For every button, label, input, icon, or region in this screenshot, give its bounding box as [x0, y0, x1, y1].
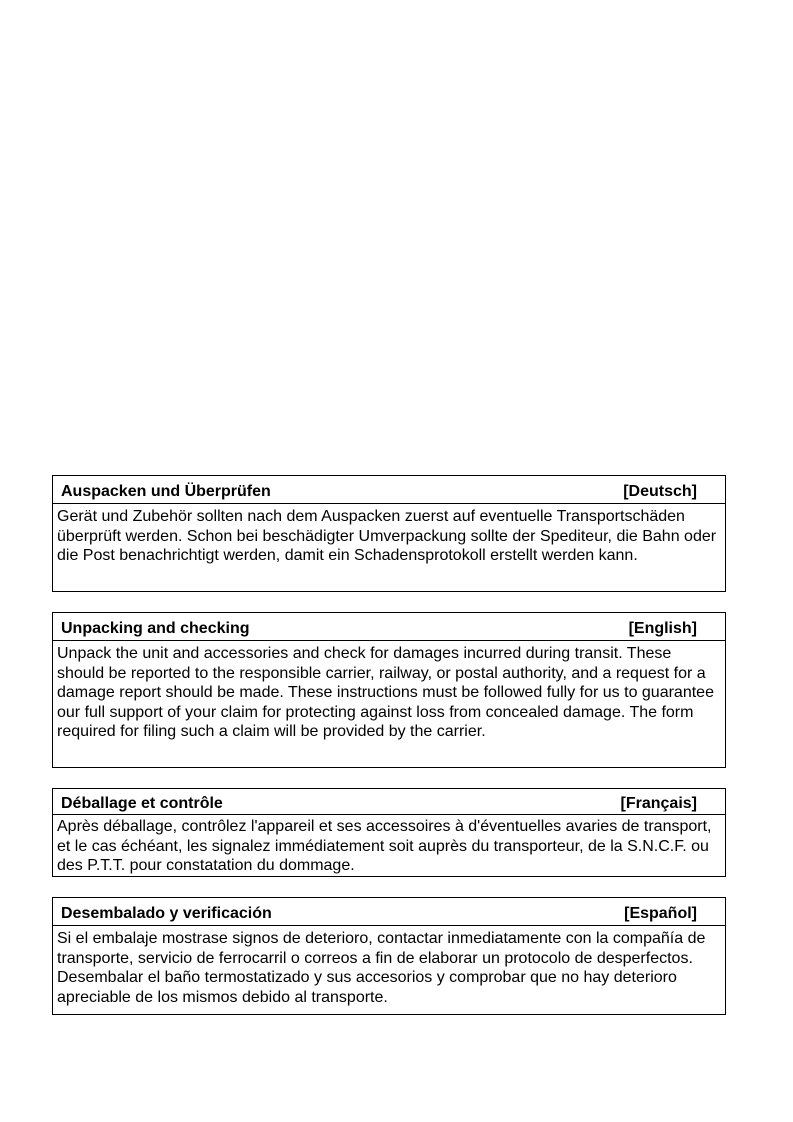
section-title: Auspacken und Überprüfen: [61, 483, 271, 500]
section-title: Unpacking and checking: [61, 620, 250, 637]
section-text: Si el embalaje mostrase signos de deterioro, contactar inmediatamente con la compañía de transporte, servicio de ferrocarril o correos a fin de elaborar un protocolo de desperfectos. Desembalar el baño termostatizado y sus accesorios y comprobar que no hay deterioro apreciable de los mismos debido al transporte.: [57, 930, 706, 1006]
language-label: [Español]: [624, 905, 697, 922]
section-title: Desembalado y verificación: [61, 905, 272, 922]
section-header: [53, 898, 725, 926]
language-label: [English]: [628, 620, 697, 637]
language-label: [Deutsch]: [623, 483, 697, 500]
section-english: [52, 612, 726, 768]
section-header: [53, 476, 725, 504]
section-espanol: [52, 897, 726, 1015]
language-label: [Français]: [620, 795, 697, 812]
section-francais: [52, 788, 726, 877]
section-text: Unpack the unit and accessories and check for damages incurred during transit. These should be reported to the responsible carrier, railway, or postal authority, and a request for a damage report should be made. These instructions must be followed fully for us to guarantee our full support of your claim for protecting against loss from concealed damage. The form required for filing such a claim will be provided by the carrier.: [57, 645, 714, 741]
section-deutsch: [52, 475, 726, 592]
section-title: Déballage et contrôle: [61, 795, 223, 812]
section-text: Gerät und Zubehör sollten nach dem Auspacken zuerst auf eventuelle Transportschäden überprüft werden. Schon bei beschädigter Umverpackung sollte der Spediteur, die Bahn oder die Post benachrichtigt werden, damit ein Schadensprotokoll erstellt werden kann.: [57, 508, 717, 565]
section-header: [53, 613, 725, 641]
section-text: Après déballage, contrôlez l'appareil et ses accessoires à d'éventuelles avaries de transport, et le cas échéant, les signalez immédiatement soit auprès du transporteur, de la S.N.C.F. ou des P.T.T. pour constatation du dommage.: [57, 818, 712, 875]
section-header: [53, 789, 725, 815]
